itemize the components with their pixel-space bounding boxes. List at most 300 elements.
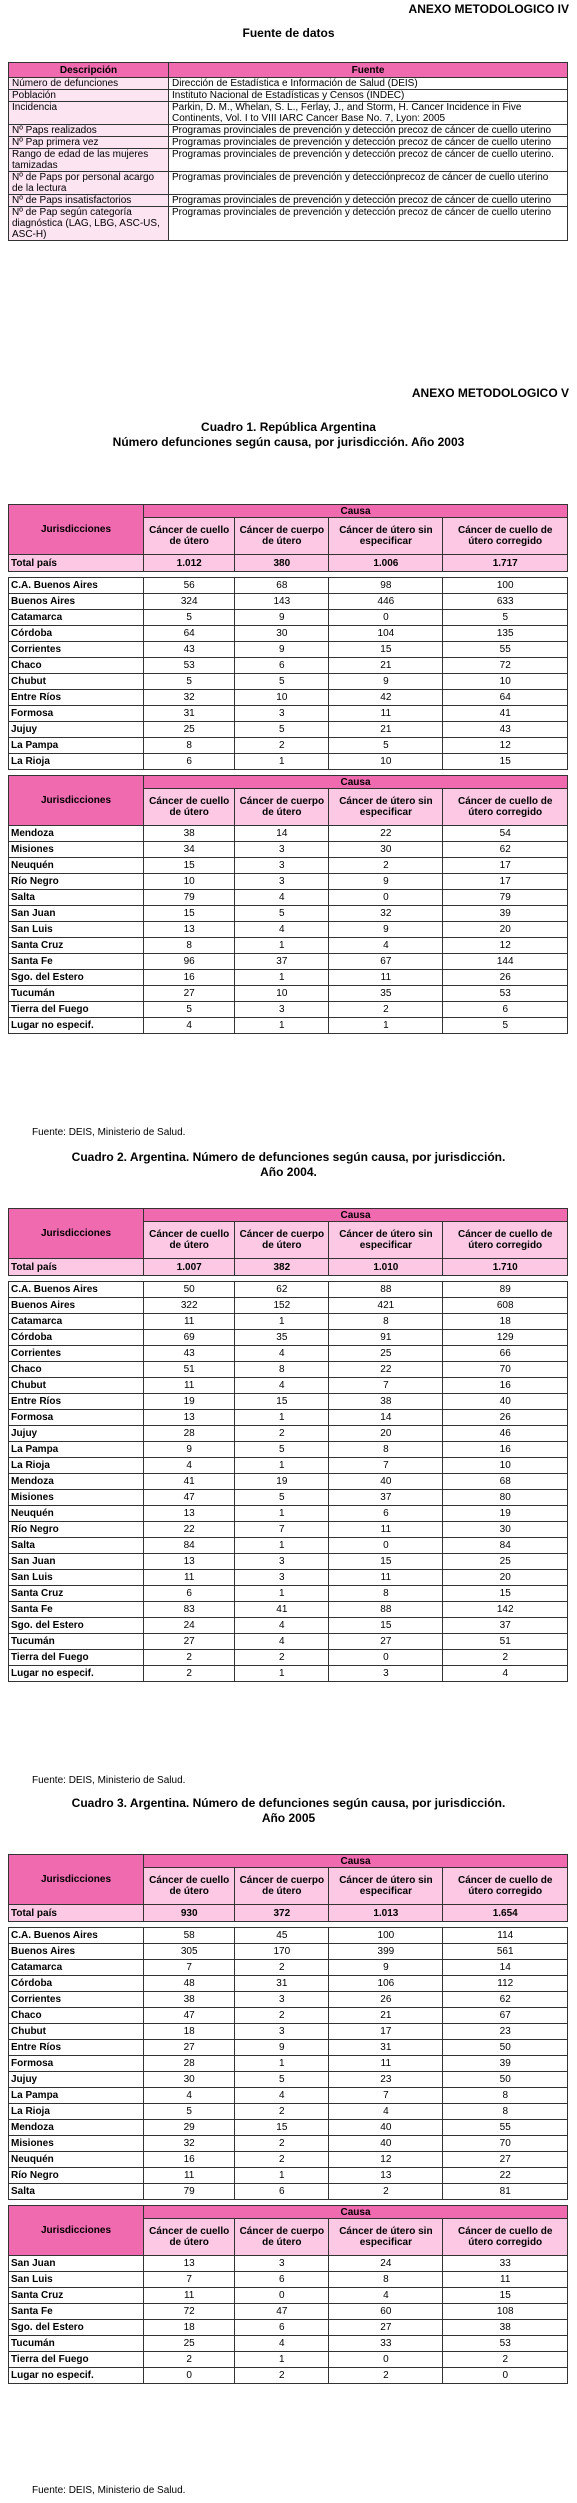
value-cell: 4 [235,1378,329,1394]
value-cell: 70 [443,2136,568,2152]
value-cell: 15 [235,1394,329,1410]
source-fuente-cell: Parkin, D. M., Whelan, S. L., Ferlay, J., and Storm, H. Cancer Incidence in Five Continents, Vol. I to VIII IARC Cancer Base No. 7, Lyon: 2005 [169,102,568,125]
value-cell: 23 [443,2024,568,2040]
causa-header: Causa [144,1855,568,1868]
value-cell: 10 [329,754,443,770]
value-cell: 4 [235,890,329,906]
table-row [9,890,568,906]
source-row [9,172,568,195]
value-cell: 30 [443,1522,568,1538]
value-cell: 28 [144,2056,235,2072]
column-header: Cáncer de cuello de útero [144,789,235,826]
value-cell: 33 [443,2256,568,2272]
column-header: Cáncer de útero sin especificar [329,1222,443,1259]
value-cell: 5 [235,1442,329,1458]
value-cell: 2 [443,1650,568,1666]
value-cell: 53 [443,986,568,1002]
cuadro1-title-line1: Cuadro 1. República Argentina [201,420,376,434]
value-cell: 3 [235,842,329,858]
value-cell: 22 [443,2168,568,2184]
value-cell: 11 [144,1378,235,1394]
value-cell: 15 [235,2120,329,2136]
value-cell: 9 [329,674,443,690]
jurisdiccion-cell: C.A. Buenos Aires [9,1928,144,1944]
value-cell: 9 [329,1960,443,1976]
source-row [9,207,568,241]
value-cell: 55 [443,2120,568,2136]
value-cell: 6 [443,1002,568,1018]
value-cell: 142 [443,1602,568,1618]
table-row [9,954,568,970]
table-row [9,706,568,722]
table-row [9,738,568,754]
column-header: Cáncer de cuerpo de útero [235,2219,329,2256]
jurisdiccion-cell: Santa Fe [9,1602,144,1618]
cuadro2-source-note: Fuente: DEIS, Ministerio de Salud. [32,1775,186,1786]
jurisdiccion-cell: Chubut [9,674,144,690]
value-cell: 31 [329,2040,443,2056]
jurisdiccion-cell: Tucumán [9,2336,144,2352]
value-cell: 3 [235,2256,329,2272]
value-cell: 98 [329,578,443,594]
causa-header: Causa [144,2206,568,2219]
value-cell: 16 [144,970,235,986]
value-cell: 31 [144,706,235,722]
value-cell: 3 [235,1554,329,1570]
value-cell: 32 [329,906,443,922]
table-row [9,938,568,954]
value-cell: 4 [329,938,443,954]
table-row [9,1634,568,1650]
jurisdiccion-cell: San Juan [9,1554,144,1570]
value-cell: 22 [144,1522,235,1538]
value-cell: 50 [443,2040,568,2056]
value-cell: 322 [144,1298,235,1314]
jurisdiccion-cell: Formosa [9,706,144,722]
value-cell: 48 [144,1976,235,1992]
value-cell: 5 [235,2072,329,2088]
value-cell: 21 [329,722,443,738]
table-row [9,2088,568,2104]
jurisdiccion-cell: Chubut [9,2024,144,2040]
jurisdiccion-cell: Tierra del Fuego [9,1002,144,1018]
value-cell: 51 [144,1362,235,1378]
column-header: Cáncer de útero sin especificar [329,789,443,826]
column-header: Cáncer de cuello de útero corregido [443,518,568,555]
value-cell: 16 [144,2152,235,2168]
causa-header: Causa [144,505,568,518]
cuadro2-title [0,1150,577,1180]
value-cell: 11 [329,970,443,986]
value-cell: 19 [443,1506,568,1522]
value-cell: 30 [235,626,329,642]
cuadro3-title-line1: Cuadro 3. Argentina. Número de defunciones según causa, por jurisdicción. [71,1796,506,1810]
jurisdiccion-cell: La Pampa [9,1442,144,1458]
value-cell: 0 [144,2368,235,2384]
jurisdiccion-cell: Sgo. del Estero [9,2320,144,2336]
value-cell: 31 [235,1976,329,1992]
causa-header-row [9,1855,568,1868]
value-cell: 3 [235,1992,329,2008]
value-cell: 5 [443,1018,568,1034]
source-fuente-cell: Dirección de Estadística e Información de Salud (DEIS) [169,78,568,90]
anexo4-heading: ANEXO METODOLOGICO IV [408,2,569,16]
value-cell: 152 [235,1298,329,1314]
jurisdiccion-cell: Formosa [9,2056,144,2072]
value-cell: 27 [144,986,235,1002]
value-cell: 56 [144,578,235,594]
value-cell: 2 [443,2352,568,2368]
value-cell: 6 [144,754,235,770]
value-cell: 72 [443,658,568,674]
value-cell: 21 [329,658,443,674]
value-cell: 43 [144,642,235,658]
value-cell: 13 [144,1506,235,1522]
source-fuente-cell: Programas provinciales de prevención y detección precoz de cáncer de cuello uterino [169,207,568,241]
jurisdiccion-cell: Tucumán [9,1634,144,1650]
value-cell: 1.006 [329,555,443,572]
value-cell: 0 [235,2288,329,2304]
table-row [9,2336,568,2352]
source-desc-cell: Nº de Paps por personal acargo de la lectura [9,172,169,195]
value-cell: 12 [443,738,568,754]
source-row [9,195,568,207]
value-cell: 18 [144,2320,235,2336]
value-cell: 58 [144,1928,235,1944]
value-cell: 62 [443,842,568,858]
table-row [9,1410,568,1426]
value-cell: 10 [235,690,329,706]
value-cell: 8 [329,1586,443,1602]
value-cell: 51 [443,1634,568,1650]
value-cell: 28 [144,1426,235,1442]
table-row [9,1378,568,1394]
value-cell: 2 [144,1666,235,1682]
value-cell: 68 [235,578,329,594]
value-cell: 88 [329,1282,443,1298]
value-cell: 5 [144,610,235,626]
value-cell: 27 [144,1634,235,1650]
total-row [9,1905,568,1922]
value-cell: 2 [329,858,443,874]
value-cell: 20 [329,1426,443,1442]
column-header: Cáncer de cuello de útero corregido [443,1222,568,1259]
table-row [9,674,568,690]
jurisdiccion-cell: La Pampa [9,738,144,754]
value-cell: 47 [144,1490,235,1506]
value-cell: 1 [235,1586,329,1602]
jurisdiccion-cell: Buenos Aires [9,594,144,610]
value-cell: 27 [144,2040,235,2056]
value-cell: 1 [235,1666,329,1682]
table-row [9,2272,568,2288]
value-cell: 2 [144,2352,235,2368]
table-row [9,1944,568,1960]
value-cell: 25 [144,2336,235,2352]
value-cell: 41 [443,706,568,722]
value-cell: 10 [443,674,568,690]
column-header: Cáncer de cuello de útero [144,1222,235,1259]
value-cell: 20 [443,1570,568,1586]
value-cell: 106 [329,1976,443,1992]
table-row [9,1018,568,1034]
table-row [9,1992,568,2008]
value-cell: 37 [329,1490,443,1506]
value-cell: 7 [235,1522,329,1538]
table-row [9,2056,568,2072]
value-cell: 62 [443,1992,568,2008]
value-cell: 1.013 [329,1905,443,1922]
value-cell: 0 [329,2352,443,2368]
value-cell: 60 [329,2304,443,2320]
cuadro1-source-note: Fuente: DEIS, Ministerio de Salud. [32,1127,186,1138]
jurisdiccion-cell: Chaco [9,658,144,674]
value-cell: 1 [235,1314,329,1330]
value-cell: 15 [144,906,235,922]
source-row [9,78,568,90]
table-row [9,1960,568,1976]
source-desc-cell: Nº Pap primera vez [9,137,169,149]
value-cell: 14 [235,826,329,842]
table-row [9,2368,568,2384]
column-header: Cáncer de cuello de útero [144,518,235,555]
table-row [9,1928,568,1944]
value-cell: 15 [443,2288,568,2304]
value-cell: 1 [235,1458,329,1474]
jurisdiccion-cell: Total país [9,555,144,572]
value-cell: 1.007 [144,1259,235,1276]
source-fuente-cell: Instituto Nacional de Estadísticas y Censos (INDEC) [169,90,568,102]
table-row [9,2024,568,2040]
value-cell: 15 [443,754,568,770]
value-cell: 5 [235,1490,329,1506]
column-header: Cáncer de cuerpo de útero [235,1222,329,1259]
causa-header: Causa [144,776,568,789]
jurisdiccion-cell: Tucumán [9,986,144,1002]
cuadro3-title-line2: Año 2005 [261,1811,316,1825]
jurisdiccion-cell: Santa Cruz [9,938,144,954]
value-cell: 7 [329,1378,443,1394]
value-cell: 1 [235,1018,329,1034]
jurisdiccion-cell: Santa Fe [9,954,144,970]
value-cell: 0 [329,1538,443,1554]
anexo5-heading: ANEXO METODOLOGICO V [411,386,569,400]
value-cell: 24 [144,1618,235,1634]
value-cell: 89 [443,1282,568,1298]
value-cell: 62 [235,1282,329,1298]
table-row [9,1458,568,1474]
jurisdiccion-cell: Tierra del Fuego [9,1650,144,1666]
jurisdiccion-cell: Santa Fe [9,2304,144,2320]
value-cell: 9 [329,874,443,890]
jurisdiccion-cell: Entre Ríos [9,2040,144,2056]
source-desc-cell: Población [9,90,169,102]
value-cell: 144 [443,954,568,970]
value-cell: 32 [144,690,235,706]
jurisdiccion-cell: La Rioja [9,1458,144,1474]
value-cell: 4 [235,2336,329,2352]
value-cell: 23 [329,2072,443,2088]
jurisdiccion-cell: San Juan [9,2256,144,2272]
jurisdiccion-cell: Mendoza [9,1474,144,1490]
column-header: Cáncer de útero sin especificar [329,518,443,555]
value-cell: 446 [329,594,443,610]
value-cell: 3 [235,874,329,890]
value-cell: 3 [235,706,329,722]
jurisdiccion-cell: Chubut [9,1378,144,1394]
value-cell: 12 [443,938,568,954]
jurisdiccion-cell: Neuquén [9,2152,144,2168]
value-cell: 11 [329,706,443,722]
value-cell: 47 [144,2008,235,2024]
jurisdiccion-cell: La Pampa [9,2088,144,2104]
table-row [9,842,568,858]
value-cell: 2 [235,2104,329,2120]
value-cell: 5 [144,1002,235,1018]
table-row [9,594,568,610]
value-cell: 561 [443,1944,568,1960]
value-cell: 15 [329,642,443,658]
source-desc-cell: Nº de Paps insatisfactorios [9,195,169,207]
value-cell: 39 [443,906,568,922]
table-row [9,2136,568,2152]
source-desc-cell: Incidencia [9,102,169,125]
value-cell: 40 [443,1394,568,1410]
table-row [9,2120,568,2136]
value-cell: 2 [235,2368,329,2384]
source-fuente-cell: Programas provinciales de prevención y detección precoz de cáncer de cuello uterino. [169,149,568,172]
value-cell: 7 [144,2272,235,2288]
jurisdiccion-cell: Río Negro [9,874,144,890]
value-cell: 1.010 [329,1259,443,1276]
value-cell: 41 [235,1602,329,1618]
value-cell: 26 [443,970,568,986]
jurisdiccion-cell: Formosa [9,1410,144,1426]
jurisdiccion-cell: Jujuy [9,1426,144,1442]
value-cell: 43 [144,1346,235,1362]
value-cell: 79 [144,2184,235,2200]
value-cell: 16 [443,1378,568,1394]
value-cell: 19 [144,1394,235,1410]
source-table [8,62,568,241]
value-cell: 8 [329,2272,443,2288]
value-cell: 5 [235,906,329,922]
value-cell: 1 [235,1538,329,1554]
value-cell: 633 [443,594,568,610]
column-header: Cáncer de cuello de útero corregido [443,2219,568,2256]
value-cell: 79 [443,890,568,906]
value-cell: 70 [443,1362,568,1378]
value-cell: 32 [144,2136,235,2152]
table-row [9,626,568,642]
value-cell: 13 [144,922,235,938]
column-header: Cáncer de cuerpo de útero [235,1868,329,1905]
table-row [9,1666,568,1682]
jurisdiccion-cell: Misiones [9,1490,144,1506]
value-cell: 1 [235,938,329,954]
value-cell: 45 [235,1928,329,1944]
value-cell: 35 [235,1330,329,1346]
value-cell: 1.012 [144,555,235,572]
value-cell: 91 [329,1330,443,1346]
column-header: Cáncer de cuello de útero corregido [443,1868,568,1905]
value-cell: 15 [144,858,235,874]
value-cell: 41 [144,1474,235,1490]
jurisdiccion-cell: San Juan [9,906,144,922]
value-cell: 8 [144,738,235,754]
value-cell: 64 [144,626,235,642]
table-row [9,1538,568,1554]
value-cell: 84 [144,1538,235,1554]
value-cell: 135 [443,626,568,642]
value-cell: 25 [329,1346,443,1362]
value-cell: 69 [144,1330,235,1346]
jurisdiccion-cell: C.A. Buenos Aires [9,578,144,594]
value-cell: 19 [235,1474,329,1490]
value-cell: 14 [443,1960,568,1976]
value-cell: 40 [329,1474,443,1490]
jurisdiccion-cell: Salta [9,1538,144,1554]
table-row [9,1346,568,1362]
table-row [9,970,568,986]
value-cell: 6 [144,1586,235,1602]
jurisdiccion-cell: Córdoba [9,1976,144,1992]
source-fuente-cell: Programas provinciales de prevención y detección precoz de cáncer de cuello uterino [169,195,568,207]
value-cell: 3 [235,1570,329,1586]
jurisdiccion-cell: Salta [9,2184,144,2200]
table-row [9,1442,568,1458]
value-cell: 13 [144,1554,235,1570]
value-cell: 2 [235,1426,329,1442]
value-cell: 1.717 [443,555,568,572]
value-cell: 21 [329,2008,443,2024]
jurisdiccion-cell: Córdoba [9,626,144,642]
value-cell: 11 [144,2168,235,2184]
jurisdiccion-cell: San Luis [9,922,144,938]
value-cell: 10 [144,874,235,890]
value-cell: 72 [144,2304,235,2320]
jurisdiccion-cell: Lugar no especif. [9,1666,144,1682]
value-cell: 38 [144,826,235,842]
table-row [9,722,568,738]
column-header: Cáncer de útero sin especificar [329,1868,443,1905]
value-cell: 38 [443,2320,568,2336]
source-desc-cell: Nº de Pap según categoría diagnóstica (LAG, LBG, ASC-US, ASC-H) [9,207,169,241]
value-cell: 5 [235,722,329,738]
value-cell: 4 [235,1634,329,1650]
table-row [9,2008,568,2024]
value-cell: 24 [329,2256,443,2272]
table-row [9,1002,568,1018]
value-cell: 11 [144,1314,235,1330]
value-cell: 0 [329,890,443,906]
jurisdiccion-cell: Río Negro [9,1522,144,1538]
table-row [9,2256,568,2272]
causa-header-row [9,2206,568,2219]
jurisdiccion-cell: Catamarca [9,1314,144,1330]
column-header: Cáncer de cuerpo de útero [235,518,329,555]
column-header: Cáncer de cuello de útero corregido [443,789,568,826]
value-cell: 1 [235,2056,329,2072]
value-cell: 18 [443,1314,568,1330]
value-cell: 108 [443,2304,568,2320]
value-cell: 43 [443,722,568,738]
cuadro1-title-line2: Número defunciones según causa, por jurisdicción. Año 2003 [112,435,465,449]
jurisdiccion-cell: Chaco [9,2008,144,2024]
table-row [9,2304,568,2320]
cuadro2-title-line2: Año 2004. [260,1165,317,1179]
jurisdiccion-cell: Jujuy [9,2072,144,2088]
